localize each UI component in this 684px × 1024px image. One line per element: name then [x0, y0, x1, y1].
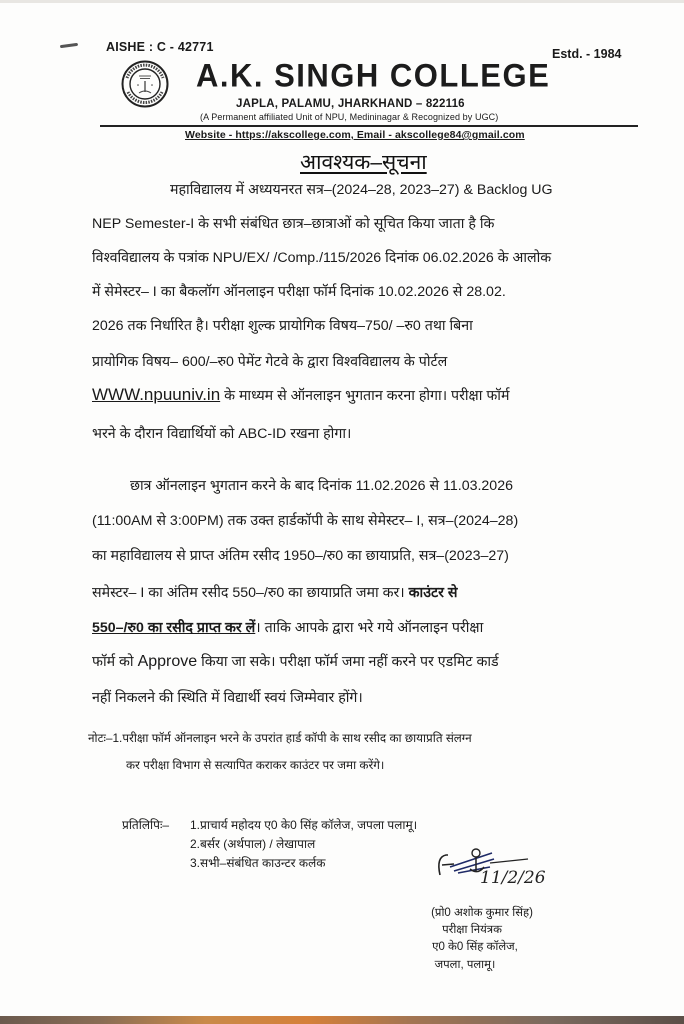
copy-to-label: प्रतिलिपिः– [122, 818, 170, 832]
college-name: A.K. SINGH COLLEGE [196, 57, 551, 94]
scan-mark [60, 43, 78, 48]
paper-top-edge [0, 0, 684, 3]
body-line: 2026 तक निर्धारित है। परीक्षा शुल्क प्रायोगिक विषय–750/ –रु0 तथा बिना [92, 318, 473, 334]
body-line: (11:00AM से 3:00PM) तक उक्त हार्डकॉपी के साथ सेमेस्टर– I, सत्र–(2024–28) [92, 513, 519, 529]
body-line [92, 385, 509, 405]
signature-date: 11/2/26 [480, 868, 546, 888]
body-text-segment: के माध्यम से ऑनलाइन भुगतान करना होगा। परीक्षा फॉर्म [220, 388, 510, 404]
body-line: का महाविद्यालय से प्राप्त अंतिम रसीद 1950–/रु0 का छायाप्रति, सत्र–(2023–27) [92, 548, 509, 564]
body-text-segment: फॉर्म को [92, 654, 138, 670]
signatory-college: ए0 के0 सिंह कॉलेज, [432, 941, 518, 953]
signatory-place: जपला, पलामू। [434, 959, 496, 971]
body-line: NEP Semester-I के सभी संबंधित छात्र–छात्राओं को सूचित किया जाता है कि [92, 216, 495, 232]
body-line [92, 652, 499, 671]
emphasis-underlined-text: 550–/रु0 का रसीद प्राप्त कर लें [92, 620, 256, 636]
established-year: Estd. - 1984 [552, 47, 622, 61]
body-line: महाविद्यालय में अध्ययनरत सत्र–(2024–28, 2023–27) & Backlog UG [170, 182, 553, 198]
body-text-segment: समेस्टर– I का अंतिम रसीद 550–/रु0 का छायाप्रति जमा कर। [92, 585, 409, 601]
signatory-name: (प्रो0 अशोक कुमार सिंह) [431, 907, 533, 919]
notice-title: आवश्यक–सूचना [300, 151, 427, 174]
college-address: JAPLA, PALAMU, JHARKHAND – 822116 [236, 98, 465, 110]
affiliation-text: (A Permanent affiliated Unit of NPU, Medininagar & Recognized by UGC) [200, 112, 499, 122]
copy-to-item: 1.प्राचार्य महोदय ए0 के0 सिंह कॉलेज, जपला पलामू। [190, 818, 418, 832]
copy-to-item: 2.बर्सर (अर्थपाल) / लेखापाल [190, 837, 316, 851]
body-line: नहीं निकलने की स्थिति में विद्यार्थी स्वयं जिम्मेवार होंगे। [92, 690, 363, 706]
body-line: प्रायोगिक विषय– 600/–रु0 पेमेंट गेटवे के द्वारा विश्वविद्यालय के पोर्टल [92, 354, 448, 370]
body-line: भरने के दौरान विद्यार्थियों को ABC-ID रखना होगा। [92, 426, 352, 442]
body-text-segment: किया जा सके। परीक्षा फॉर्म जमा नहीं करने पर एडमिट कार्ड [197, 654, 499, 670]
approve-text: Approve [137, 653, 198, 670]
note-line: कर परीक्षा विभाग से सत्यापित कराकर काउंटर पर जमा करेंगे। [126, 758, 385, 772]
body-text-segment: । ताकि आपके द्वारा भरे गये ऑनलाइन परीक्षा [255, 620, 484, 636]
signatory-designation: परीक्षा नियंत्रक [442, 924, 502, 936]
body-line [92, 618, 483, 637]
header-divider [100, 125, 638, 127]
body-line: विश्वविद्यालय के पत्रांक NPU/EX/ /Comp./115/2026 दिनांक 06.02.2026 के आलोक [92, 250, 552, 266]
body-line [92, 583, 457, 602]
college-seal-icon [121, 60, 169, 108]
portal-link[interactable]: WWW.npuuniv.in [92, 385, 221, 404]
copy-to-item: 3.सभी–संबंधित काउन्टर कर्लक [190, 856, 326, 870]
body-line: छात्र ऑनलाइन भुगतान करने के बाद दिनांक 11.02.2026 से 11.03.2026 [130, 478, 513, 494]
aishe-code: AISHE : C - 42771 [106, 40, 214, 54]
emphasis-text: काउंटर से [408, 585, 458, 601]
contact-line[interactable]: Website - https://akscollege.com, Email - akscollege84@gmail.com [185, 129, 525, 141]
body-line: में सेमेस्टर– I का बैकलॉग ऑनलाइन परीक्षा फॉर्म दिनांक 10.02.2026 से 28.02. [92, 284, 506, 300]
note-line: नोटः–1.परीक्षा फॉर्म ऑनलाइन भरने के उपरांत हार्ड कॉपी के साथ रसीद का छायाप्रति संलग्न [88, 731, 472, 745]
scan-bottom-edge [0, 1016, 684, 1024]
